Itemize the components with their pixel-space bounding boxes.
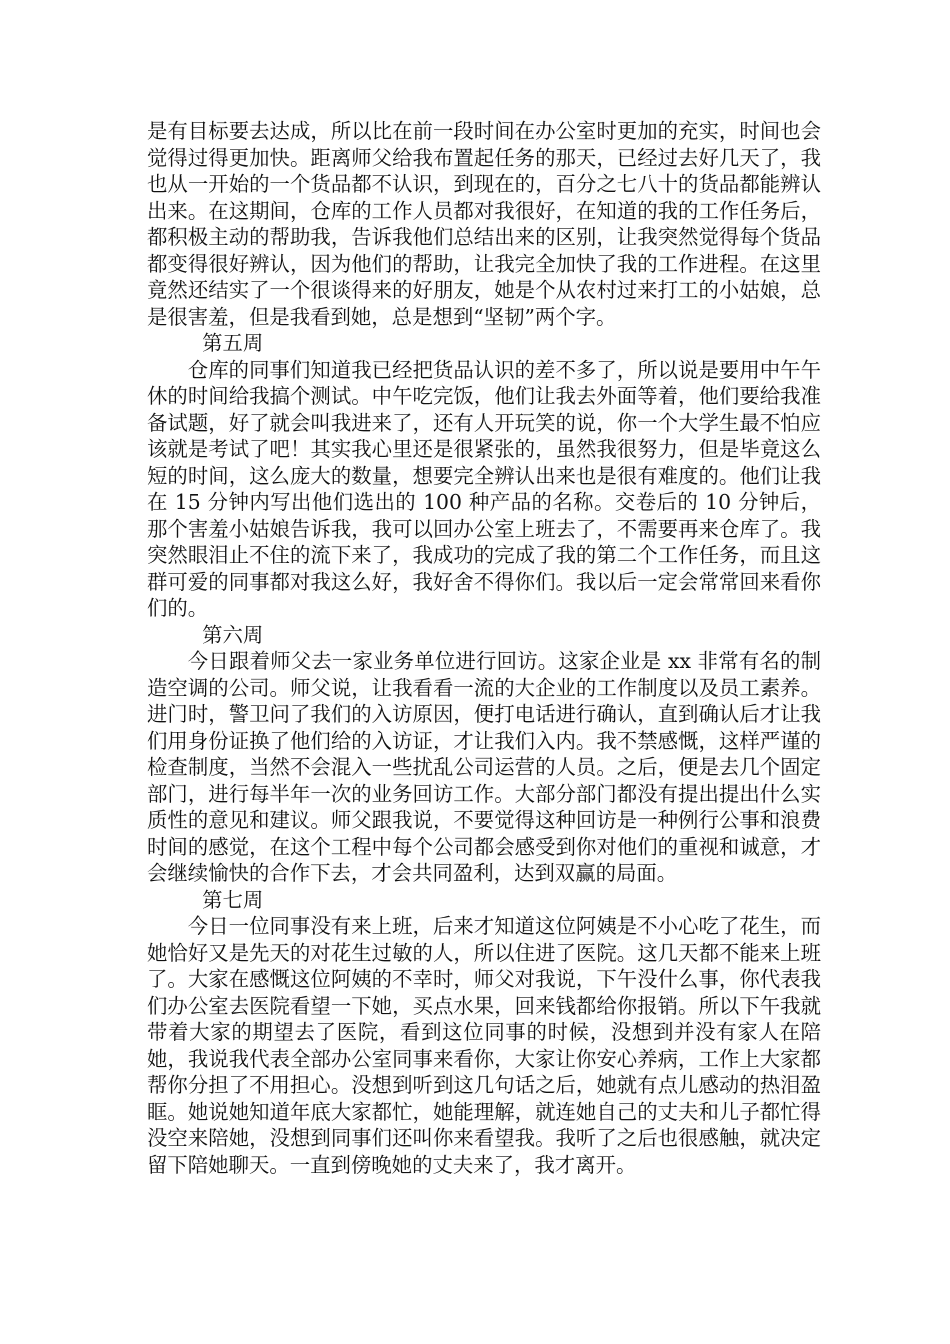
paragraph-week-6: 今日跟着师父去一家业务单位进行回访。这家企业是 xx 非常有名的制造空调的公司。师父说，让我看看一流的大企业的工作制度以及员工素养。进门时，警卫问了我们的入访原因，便打电话进行确认，直到确认后才让我们用身份证换了他们给的入访证，才让我们入内。我不禁感慨，这样严谨的检查制度，当然不会混入一些扰乱公司运营的人员。之后，便是去几个固定部门，进行每半年一次的业务回访工作。大部分部门都没有提出提出什么实质性的意见和建议。师父跟我说，不要觉得这种回访是一种例行公事和浪费时间的感觉，在这个工程中每个公司都会感受到你对他们的重视和诚意，才会继续愉快的合作下去，才会共同盈利，达到双赢的局面。 [147, 649, 821, 885]
paragraph-week-7: 今日一位同事没有来上班，后来才知道这位阿姨是不小心吃了花生，而她恰好又是先天的对花生过敏的人，所以住进了医院。这几天都不能来上班了。大家在感慨这位阿姨的不幸时，师父对我说，下午没什么事，你代表我们办公室去医院看望一下她，买点水果，回来钱都给你报销。所以下午我就带着大家的期望去了医院，看到这位同事的时候，没想到并没有家人在陪她，我说我代表全部办公室同事来看你，大家让你安心养病，工作上大家都帮你分担了不用担心。没想到听到这几句话之后，她就有点儿感动的热泪盈眶。她说她知道年底大家都忙，她能理解，就连她自己的丈夫和儿子都忙得没空来陪她，没想到同事们还叫你来看望我。我听了之后也很感触，就决定留下陪她聊天。一直到傍晚她的丈夫来了，我才离开。 [147, 914, 821, 1177]
section-heading-week-5: 第五周 [202, 331, 264, 355]
section-heading-week-6: 第六周 [202, 622, 264, 647]
paragraph-week-5: 仓库的同事们知道我已经把货品认识的差不多了，所以说是要用中午午休的时间给我搞个测试。中午吃完饭，他们让我去外面等着，他们要给我准备试题，好了就会叫我进来了，还有人开玩笑的说，你一个大学生最不怕应该就是考试了吧！其实我心里还是很紧张的，虽然我很努力，但是毕竟这么短的时间，这么庞大的数量，想要完全辨认出来也是很有难度的。他们让我在 15 分钟内写出他们选出的 100 种产品的名称。交卷后的 10 分钟后，那个害羞小姑娘告诉我，我可以回办公室上班去了，不需要再来仓库了。我突然眼泪止不住的流下来了，我成功的完成了我的第二个工作任务，而且这群可爱的同事都对我这么好，我好舍不得你们。我以后一定会常常回来看你们的。 [147, 357, 821, 620]
paragraph-continued: 是有目标要去达成，所以比在前一段时间在办公室时更加的充实，时间也会觉得过得更加快。距离师父给我布置起任务的那天，已经过去好几天了，我也从一开始的一个货品都不认识，到现在的，百分之七八十的货品都能辨认出来。在这期间，仓库的工作人员都对我很好，在知道的我的工作任务后，都积极主动的帮助我，告诉我他们总结出来的区别，让我突然觉得每个货品都变得很好辨认，因为他们的帮助，让我完全加快了我的工作进程。在这里竟然还结实了一个很谈得来的好朋友，她是个从农村过来打工的小姑娘，总是很害羞，但是我看到她，总是想到“坚韧”两个字。 [147, 119, 821, 329]
document-body [147, 118, 821, 1178]
section-heading-week-7: 第七周 [202, 887, 264, 912]
